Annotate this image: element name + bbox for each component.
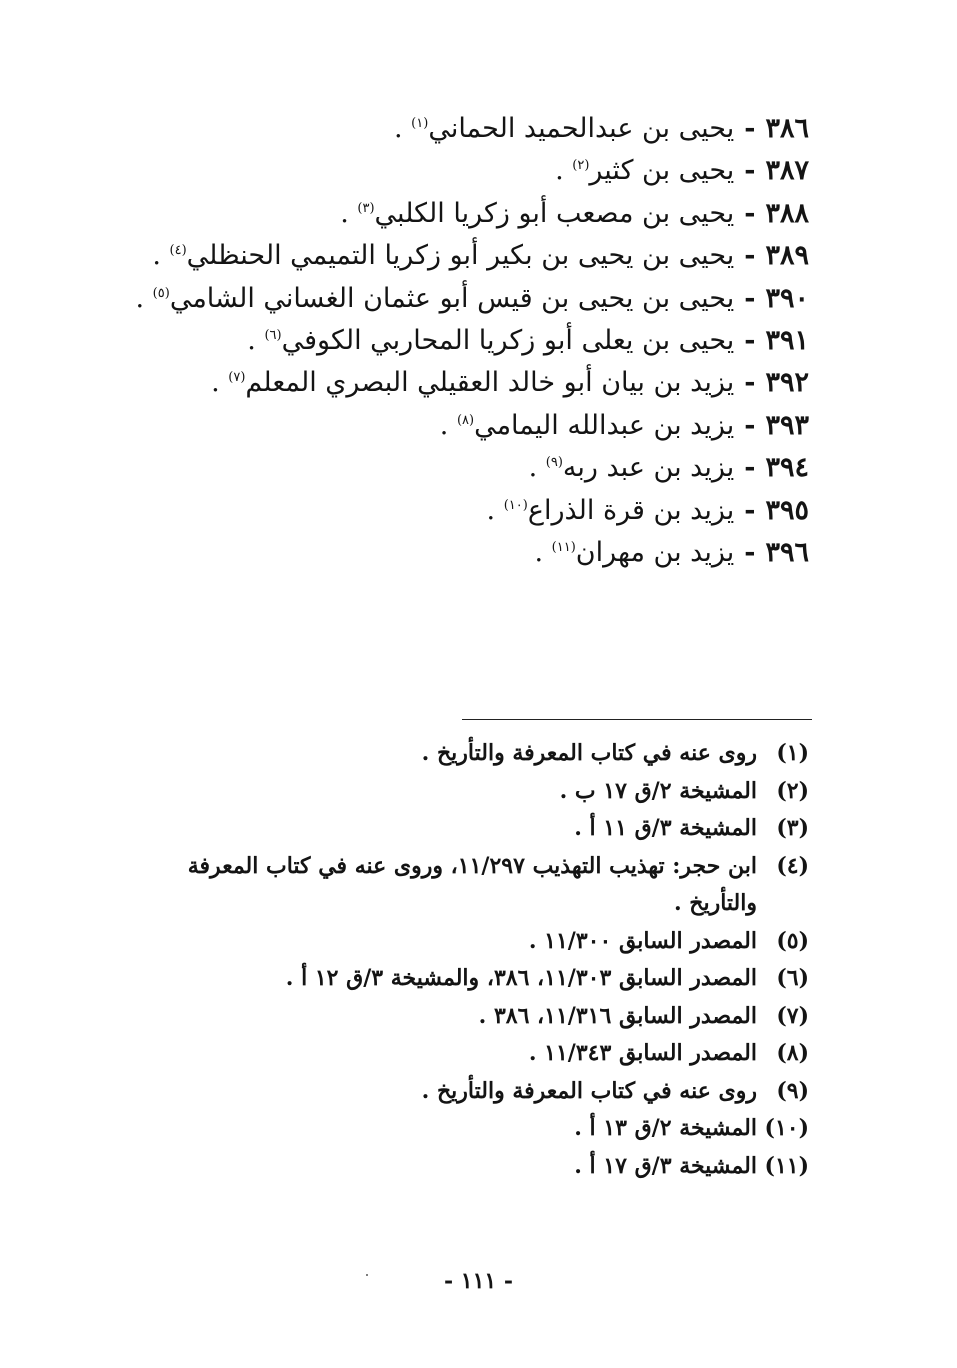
footnote-number: (١٠) [764,1115,809,1141]
footnote-text: المشيخة ٣/ق ١١ أ . [574,815,757,841]
entry-text: يحيى بن يحيى بن قيس أبو عثمان الغساني الشامي [169,282,735,314]
entry-line: ٣٩٦-يزيد بن مهران$^{(١١)}$ . [209,532,809,574]
entry-number: ٣٨٦ [765,113,809,144]
entry-text: يزيد بن عبد ربه [562,452,735,484]
footnote-text: المصدر السابق ١١/٣١٦، ٣٨٦ . [478,1002,757,1029]
footnote-text: ابن حجر: تهذيب التهذيب ١١/٢٩٧، وروى عنه في كتاب المعرفة والتأريخ . [187,852,757,916]
footnote-marker: (٧) [228,370,246,386]
entry-number: ٣٩١ [765,324,809,356]
entry-text: يحيى بن كثير [589,155,735,187]
footnote-text: روى عنه في كتاب المعرفة والتأريخ . [421,740,757,766]
entry-text: يحيى بن مصعب أبو زكريا الكلبي [374,197,735,229]
footnote-text: المصدر السابق ١١/٣٠٠ . [528,927,757,954]
footnote-text: المصدر السابق ١١/٣٠٣، ٣٨٦، والمشيخة ٣/ق ١٢ أ . [285,965,757,991]
footnote [169,923,809,961]
footnote [169,1110,809,1148]
entry-text: يحيى بن يحيى بن بكير أبو زكريا التميمي الحنظلي [186,240,735,272]
entry-end: . [152,240,170,272]
entry-list [135,108,809,574]
entry-line: ٣٩٠-يحيى بن يحيى بن قيس أبو عثمان الغساني الشامي$^{(٥)}$ . [209,278,809,320]
entry-line: ٣٨٦-يحيى بن عبدالحميد الحماني$^{(١)}$ . [209,108,809,150]
entry-end: . [340,197,358,229]
footnote-number: (٨) [776,1040,809,1066]
footnote [169,1035,809,1073]
footnote [169,1073,809,1111]
footnote [169,998,809,1036]
footnote-marker: (٣) [357,200,375,216]
entry-number: ٣٩٦ [765,536,809,568]
footnote-marker: (٥) [152,285,170,301]
footnote-marker: (٩) [545,455,563,471]
entry-line: ٣٨٨-يحيى بن مصعب أبو زكريا الكلبي$^{(٣)}$ . [209,193,809,235]
footnote-marker: (١) [411,116,429,131]
entry-number: ٣٩٣ [765,409,809,441]
entry-end: . [394,113,412,144]
entry-end: . [528,452,546,484]
footnote-separator [462,719,812,720]
footnote [169,773,809,811]
entry-text: يزيد بن قرة الذراع [527,494,735,526]
entry-end: . [135,282,153,314]
footnote-text: المصدر السابق ١١/٣٤٣ . [528,1040,757,1066]
footnote-number: (١١) [764,1152,809,1179]
scan-speck [366,1274,368,1276]
footnote-number: (٢) [776,777,809,804]
entry-end: . [534,536,552,568]
entry-line: ٣٩١-يحيى بن يعلى أبو زكريا المحاربي الكوفي$^{(٦)}$ . [209,320,809,362]
entry-end: . [211,367,229,399]
footnote-number: (٩) [776,1077,809,1104]
entry-text: يحيى بن يعلى أبو زكريا المحاربي الكوفي [281,324,735,356]
footnote-number: (٦) [776,965,809,991]
entry-line: ٣٩٤-يزيد بن عبد ربه$^{(٩)}$ . [209,447,809,489]
footnote-text: روى عنه في كتاب المعرفة والتأريخ . [421,1077,757,1104]
footnote-text: المشيخة ٢/ق ١٧ ب . [559,777,757,804]
footnote-marker: (٦) [264,327,282,343]
footnote-text: المشيخة ٣/ق ١٧ أ . [574,1152,757,1179]
footnote-marker: (٢) [572,158,590,174]
footnote [169,848,809,923]
footnote-number: (٣) [776,815,809,841]
footnote-marker: (٤) [169,243,187,259]
entry-text: يحيى بن عبدالحميد الحماني [428,113,735,144]
entry-text: يزيد بن مهران [575,536,735,568]
entry-number: ٣٩٥ [765,494,809,526]
footnote-text: المشيخة ٢/ق ١٣ أ . [574,1115,757,1141]
entry-line: ٣٩٣-يزيد بن عبدالله اليمامي$^{(٨)}$ . [209,405,809,447]
entry-line: ٣٩٥-يزيد بن قرة الذراع$^{(١٠)}$ . [209,490,809,532]
footnote-number: (٥) [776,927,809,954]
entry-number: ٣٩٠ [765,282,809,314]
entry-end: . [247,324,265,356]
entry-number: ٣٨٩ [765,240,809,272]
footnote-number: (٧) [776,1002,809,1029]
footnotes [169,735,809,1185]
footnote-marker: (٨) [456,412,475,428]
footnote-marker: (١١) [551,539,576,555]
entry-text: يزيد بن بيان أبو خالد العقيلي البصري المعلم [245,367,735,399]
entry-number: ٣٩٢ [765,367,809,399]
entry-line: ٣٩٢-يزيد بن بيان أبو خالد العقيلي البصري المعلم$^{(٧)}$ . [209,362,809,404]
footnote [169,1148,809,1186]
entry-number: ٣٨٧ [765,155,809,187]
entry-end: . [486,494,504,526]
footnote-number: (٤) [776,852,809,879]
entry-end: . [555,155,573,187]
entry-line: ٣٨٧-يحيى بن كثير$^{(٢)}$ . [209,150,809,192]
footnote [169,960,809,998]
entry-number: ٣٩٤ [765,452,809,484]
footnote [169,735,809,773]
entry-text: يزيد بن عبدالله اليمامي [474,409,735,441]
entry-end: . [439,409,457,441]
footnote [169,810,809,848]
entry-line: ٣٨٩-يحيى بن يحيى بن بكير أبو زكريا التميمي الحنظلي$^{(٤)}$ . [209,235,809,277]
page-number: - ١١١ - [443,1268,514,1294]
entry-number: ٣٨٨ [765,197,809,229]
footnote-marker: (١٠) [503,497,528,513]
footnote-number: (١) [776,740,809,766]
